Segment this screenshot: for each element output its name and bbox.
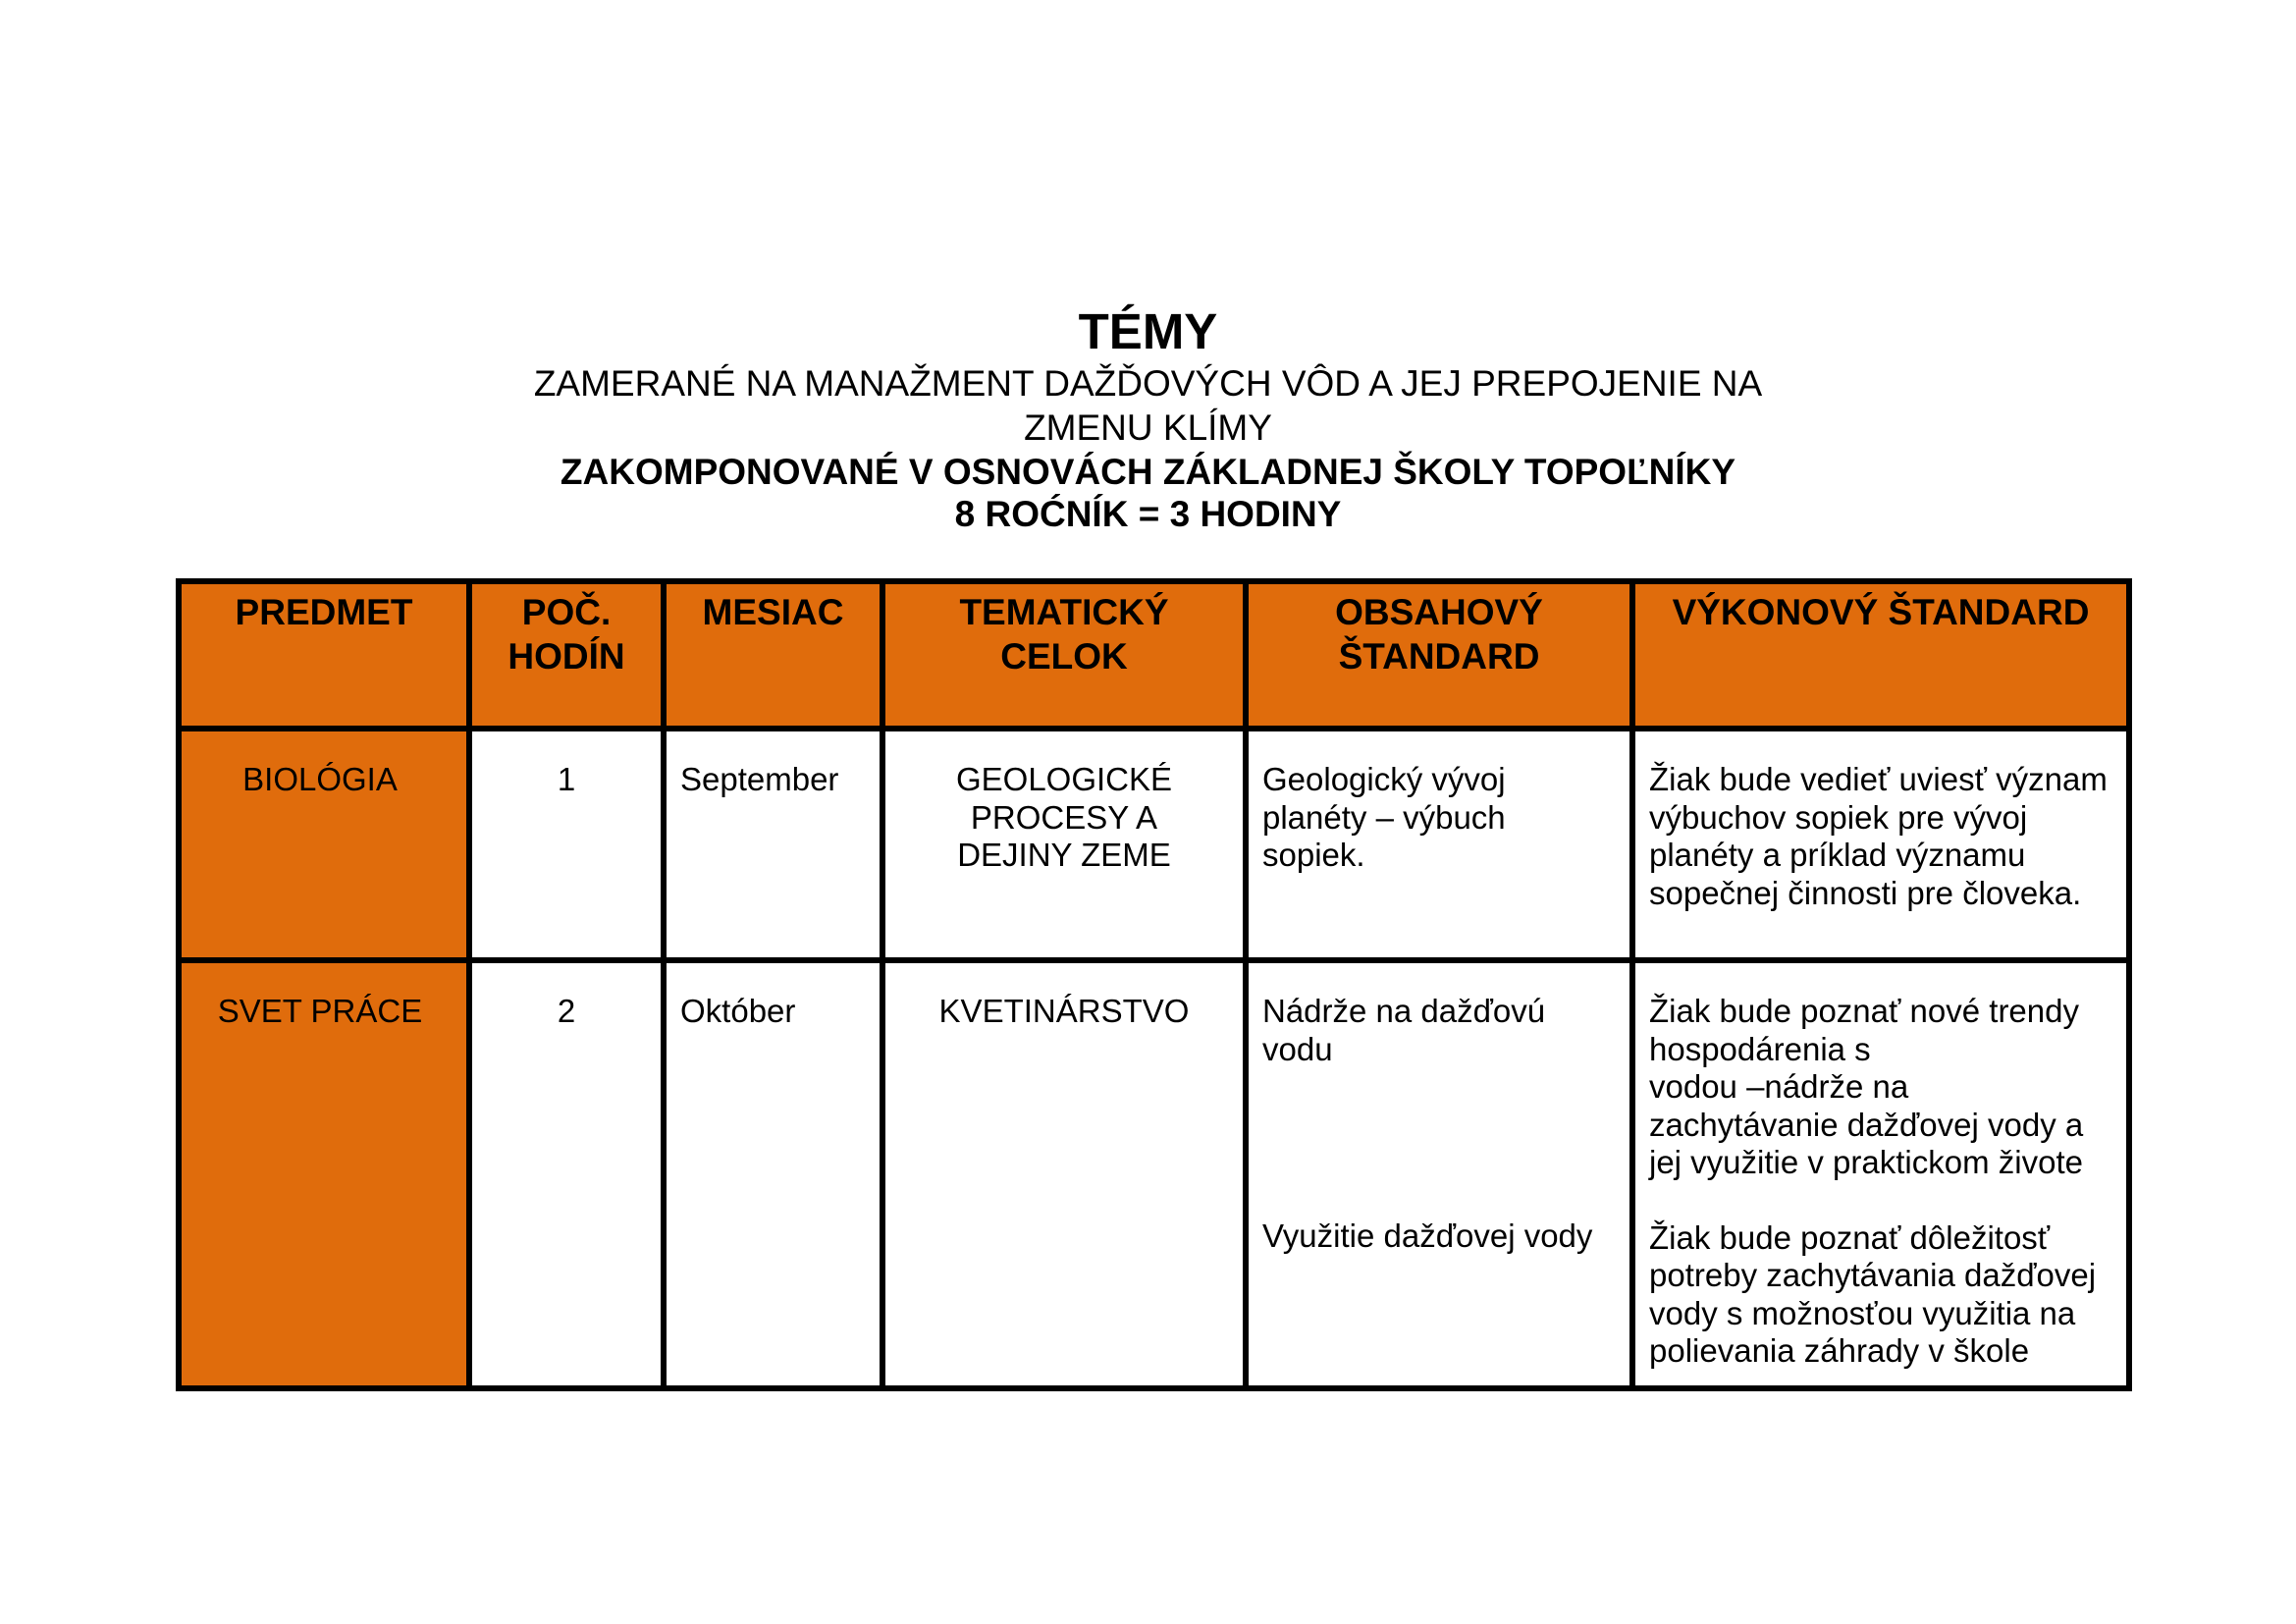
performance-standard-cell: Žiak bude vedieť uviesť význam výbuchov sopiek pre vývoj planéty a príklad významu sopečnej činnosti pre človeka. [1632,729,2129,960]
content-standard-cell: Nádrže na dažďovú vodu Využitie dažďovej vody [1246,960,1632,1388]
topic-cell: GEOLOGICKÉ PROCESY A DEJINY ZEME [882,729,1246,960]
subtitle-line: ZMENU KLÍMY [1024,407,1272,448]
subtitle-bold-line: ZAKOMPONOVANÉ V OSNOVÁCH ZÁKLADNEJ ŠKOLY TOPOĽNÍKY [560,452,1736,492]
hours-cell: 2 [469,960,664,1388]
column-header-content-standard: OBSAHOVÝ ŠTANDARD [1246,581,1632,729]
column-header-topic: TEMATICKÝ CELOK [882,581,1246,729]
table-row [179,729,2129,960]
subtitle-line: ZAMERANÉ NA MANAŽMENT DAŽĎOVÝCH VÔD A JEJ PREPOJENIE NA [533,363,1763,404]
page-subtitle-bold [0,451,2296,535]
topic-cell: KVETINÁRSTVO [882,960,1246,1388]
subtitle-bold-line: 8 ROĆNÍK = 3 HODINY [954,494,1342,534]
page-title: TÉMY [1078,303,1218,359]
subject-cell: SVET PRÁCE [179,960,469,1388]
column-header-subject: PREDMET [179,581,469,729]
table-header-row [179,581,2129,729]
column-header-hours: POČ. HODÍN [469,581,664,729]
month-cell: September [664,729,882,960]
table-row [179,960,2129,1388]
content-standard-cell: Geologický vývoj planéty – výbuch sopiek. [1246,729,1632,960]
curriculum-table [176,578,2132,1391]
subject-cell: BIOLÓGIA [179,729,469,960]
column-header-performance-standard: VÝKONOVÝ ŠTANDARD [1632,581,2129,729]
hours-cell: 1 [469,729,664,960]
page-subtitle [0,361,2296,450]
month-cell: Október [664,960,882,1388]
column-header-month: MESIAC [664,581,882,729]
performance-standard-cell: Žiak bude poznať nové trendy hospodárenia s vodou –nádrže na zachytávanie dažďovej vody a jej využitie v praktickom živote Žiak bude poznať dôležitosť potreby zachytávania dažďovej vody s možnosťou využitia na polievania záhrady v škole [1632,960,2129,1388]
